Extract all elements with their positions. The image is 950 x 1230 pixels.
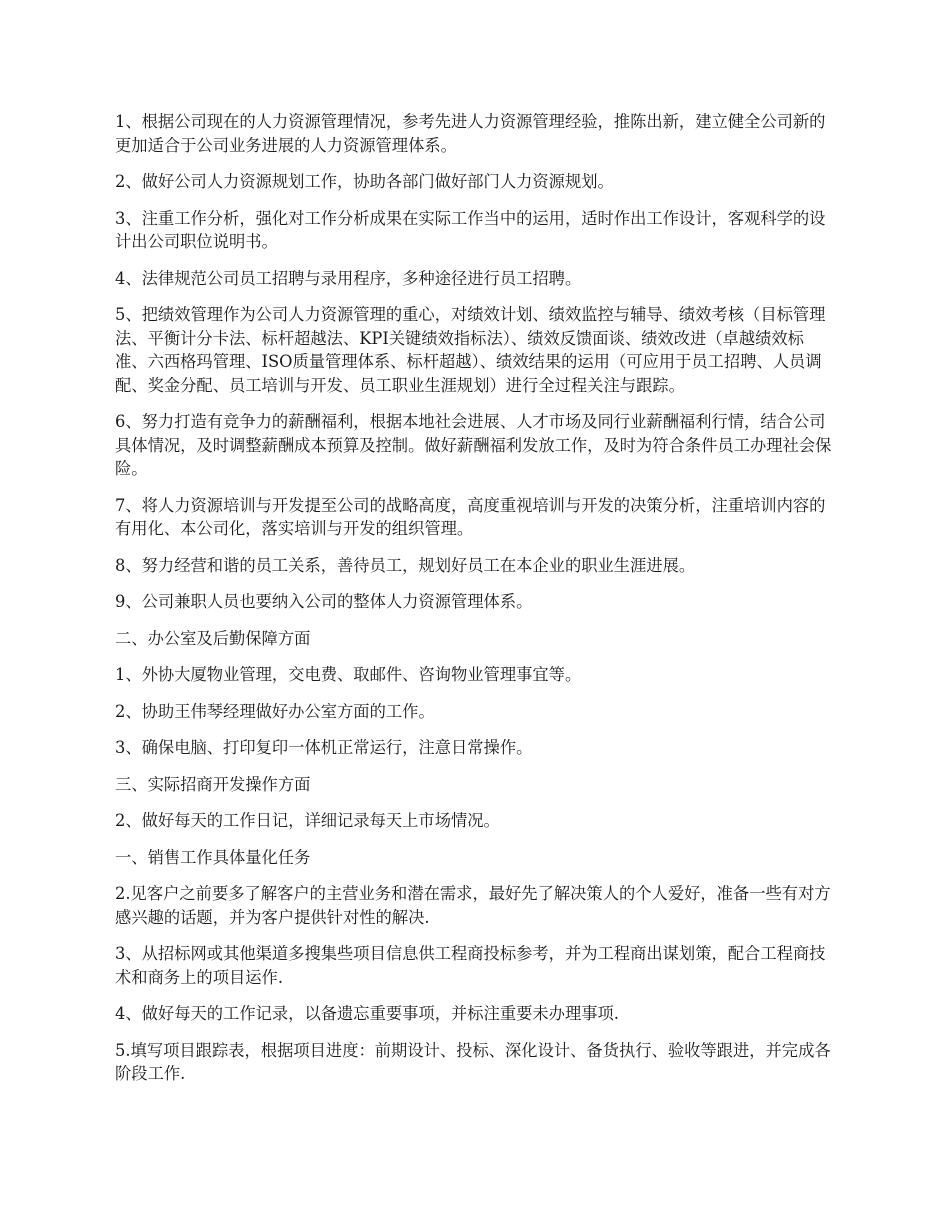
paragraph: 1、根据公司现在的人力资源管理情况，参考先进人力资源管理经验，推陈出新，建立健全公司新的更加适合于公司业务进展的人力资源管理体系。 [115,112,826,155]
section-heading: 二、办公室及后勤保障方面 [115,628,311,648]
paragraph: 5.填写项目跟踪表，根据项目进度：前期设计、投标、深化设计、备货执行、验收等跟进，并完成各阶段工作. [115,1040,831,1083]
paragraph: 7、将人力资源培训与开发提至公司的战略高度，高度重视培训与开发的决策分析，注重培训内容的有用化、本公司化，落实培训与开发的组织管理。 [115,495,826,538]
document-page [115,110,835,1099]
paragraph: 9、公司兼职人员也要纳入公司的整体人力资源管理体系。 [115,592,533,611]
paragraph: 8、努力经营和谐的员工关系，善待员工，规划好员工在本企业的职业生涯进展。 [115,555,696,575]
paragraph: 2.见客户之前要多了解客户的主营业务和潜在需求，最好先了解决策人的个人爱好，准备一些有对方感兴趣的话题，并为客户提供针对性的解决. [115,884,831,927]
paragraph: 2、协助王伟琴经理做好办公室方面的工作。 [115,701,435,721]
paragraph: 2、做好每天的工作日记，详细记录每天上市场情况。 [115,811,500,830]
paragraph: 3、注重工作分析，强化对工作分析成果在实际工作当中的运用，适时作出工作设计，客观科学的设计出公司职位说明书。 [115,208,826,251]
section-heading: 三、实际招商开发操作方面 [115,774,311,794]
paragraph: 4、做好每天的工作记录，以备遗忘重要事项，并标注重要未办理事项. [115,1004,619,1023]
paragraph: 2、做好公司人力资源规划工作，协助各部门做好部门人力资源规划。 [115,172,614,191]
paragraph: 1、外协大厦物业管理，交电费、取邮件、咨询物业管理事宜等。 [115,665,582,684]
paragraph: 3、确保电脑、打印复印一体机正常运行，注意日常操作。 [115,738,533,757]
paragraph: 6、努力打造有竞争力的薪酬福利，根据本地社会进展、人才市场及同行业薪酬福利行情，结合公司具体情况，及时调整薪酬成本预算及控制。做好薪酬福利发放工作，及时为符合条件员工办理社会保险。 [115,412,832,478]
paragraph: 4、法律规范公司员工招聘与录用程序，多种途径进行员工招聘。 [115,268,582,288]
section-heading: 一、销售工作具体量化任务 [115,847,311,867]
paragraph: 5、把绩效管理作为公司人力资源管理的重心，对绩效计划、绩效监控与辅导、绩效考核（目标管理法、平衡计分卡法、标杆超越法、KPI关键绩效指标法）、绩效反馈面谈、绩效改进（卓越绩效标准、六西格玛管理、ISO质量管理体系、标杆超越）、绩效结果的运用（可应用于员工招聘、人员调配、奖金分配、员工培训与开发、员工职业生涯规划）进行全过程关注与跟踪。 [115,305,826,395]
paragraph: 3、从招标网或其他渠道多搜集些项目信息供工程商投标参考，并为工程商出谋划策，配合工程商技术和商务上的项目运作. [115,944,826,987]
